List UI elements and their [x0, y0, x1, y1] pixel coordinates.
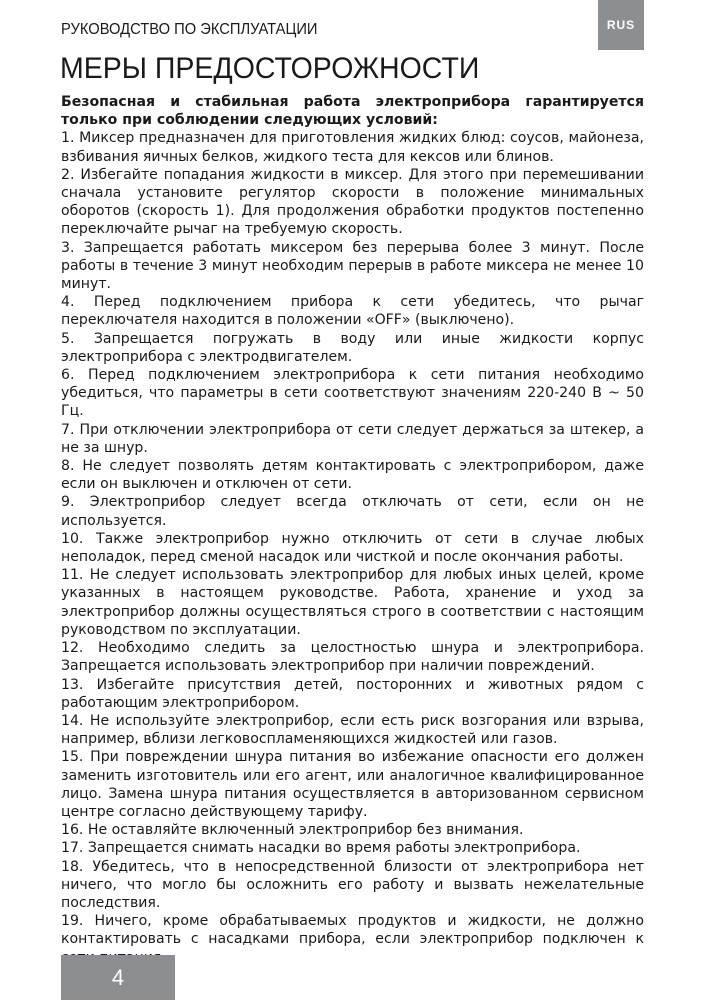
- safety-precautions-body: [61, 93, 644, 967]
- page-title: МЕРЫ ПРЕДОСТОРОЖНОСТИ: [60, 52, 480, 85]
- precaution-item-1: 1. Миксер предназначен для приготовления жидких блюд: соусов, майонеза, взбивания яичных белков, жидкого теста для кексов или блинов.: [61, 130, 644, 165]
- precaution-item-2: 2. Избегайте попадания жидкости в миксер. Для этого при перемешивании сначала установите регулятор скорости в положение минимальных оборотов (скорость 1). Для продолжения обработки продуктов постепенно переключайте рычаг на требуемую скорость.: [61, 166, 644, 238]
- precaution-item-13: 13. Избегайте присутствия детей, посторонних и животных рядом с работающим электроприбором.: [61, 676, 644, 711]
- precaution-item-9: 9. Электроприбор следует всегда отключать от сети, если он не используется.: [61, 494, 644, 529]
- precaution-item-6: 6. Перед подключением электроприбора к сети питания необходимо убедиться, что параметры в сети соответствуют значениям 220-240 В ~ 50 Гц.: [61, 367, 644, 420]
- precaution-item-4: 4. Перед подключением прибора к сети убедитесь, что рычаг переключателя находится в положении «OFF» (выключено).: [61, 294, 644, 329]
- precaution-item-19: 19. Ничего, кроме обрабатываемых продуктов и жидкости, не должно контактировать с насадками прибора, если электроприбор подключен к: [61, 913, 644, 948]
- precaution-item-17: 17. Запрещается снимать насадки во время работы электроприбора.: [61, 840, 581, 857]
- precaution-item-16: 16. Не оставляйте включенный электроприбор без внимания.: [61, 822, 524, 839]
- precaution-item-7: 7. При отключении электроприбора от сети следует держаться за штекер, а не за шнур.: [61, 421, 644, 456]
- precaution-item-11: 11. Не следует использовать электроприбор для любых иных целей, кроме указанных в настоящем руководстве. Работа, хранение и уход за электроприбор должны осуществляться строго в соответствии с настоящим руководством по эксплуатации.: [61, 567, 644, 638]
- language-tab: [598, 0, 644, 50]
- precaution-item-5: 5. Запрещается погружать в воду или иные жидкости корпус электроприбора с электродвигателем.: [61, 330, 644, 365]
- precaution-item-8: 8. Не следует позволять детям контактировать с электроприбором, даже если он выключен и отключен от сети.: [61, 458, 644, 493]
- language-tab-label: RUS: [606, 18, 636, 32]
- running-header-title: РУКОВОДСТВО ПО ЭКСПЛУАТАЦИИ: [61, 21, 318, 38]
- precaution-item-15: 15. При повреждении шнура питания во избежание опасности его должен заменить изготовитель или его агент, или аналогичное квалифицированное лицо. Замена шнура питания осуществляется в авторизованном сервисном центре согласно действующему тарифу.: [61, 749, 644, 820]
- precaution-item-10: 10. Также электроприбор нужно отключить от сети в случае любых неполадок, перед сменой насадок или чисткой и после окончания работы.: [61, 530, 644, 566]
- page-number-box: [61, 955, 175, 1000]
- intro-paragraph: Безопасная и стабильная работа электроприбора гарантируется только при соблюдении следующих условий:: [61, 94, 644, 129]
- precaution-item-18: 18. Убедитесь, что в непосредственной близости от электроприбора нет ничего, что могло бы осложнить его работу и вызвать нежелательные последствия.: [61, 858, 644, 911]
- precaution-item-14: 14. Не используйте электроприбор, если есть риск возгорания или взрыва, например, вблизи легковоспламеняющихся жидкостей или газов.: [61, 712, 644, 748]
- precaution-item-12: 12. Необходимо следить за целостностью шнура и электроприбора. Запрещается использовать электроприбор при наличии повреждений.: [61, 640, 644, 675]
- page-number: 4: [111, 964, 125, 990]
- precaution-item-3: 3. Запрещается работать миксером без перерыва более 3 минут. После работы в течение 3 минут необходим перерыв в работе миксера не менее 10 минут.: [61, 239, 644, 293]
